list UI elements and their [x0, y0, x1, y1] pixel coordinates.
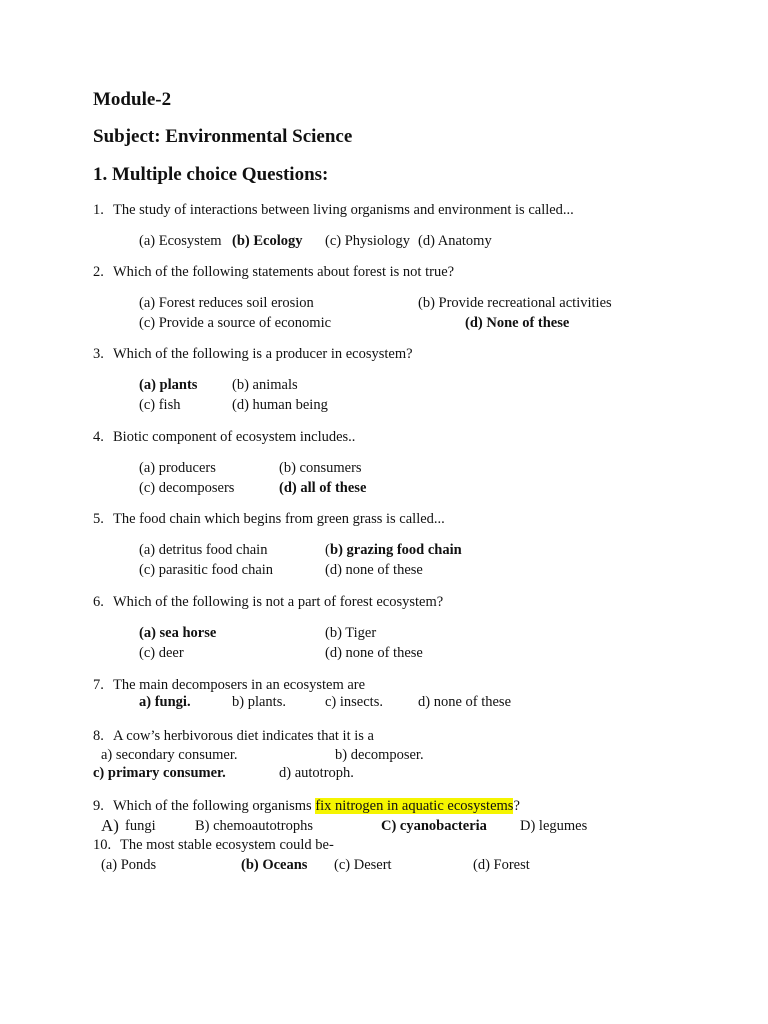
option: d) autotroph. — [279, 765, 354, 781]
option: (a) Forest reduces soil erosion — [139, 295, 314, 311]
option: (c) Physiology — [325, 233, 410, 249]
question-text: The most stable ecosystem could be- — [120, 837, 334, 853]
option-correct: (d) None of these — [465, 315, 570, 331]
question-text — [113, 798, 520, 815]
question-number: 5. — [93, 511, 104, 527]
option-correct: (a) plants — [139, 377, 198, 393]
question-number: 6. — [93, 594, 104, 610]
section-heading: 1. Multiple choice Questions: — [93, 164, 329, 185]
question-number: 4. — [93, 429, 104, 445]
option: (d) none of these — [325, 562, 423, 578]
option-paren: ( — [325, 542, 330, 558]
module-heading: Module-2 — [93, 89, 172, 110]
option-correct: (a) sea horse — [139, 625, 217, 641]
option: (b) animals — [232, 377, 298, 393]
option-correct: (d) all of these — [279, 480, 367, 496]
option: (d) human being — [232, 397, 328, 413]
question-number: 3. — [93, 346, 104, 362]
question-text-after: ? — [513, 798, 520, 814]
option: (a) detritus food chain — [139, 542, 268, 558]
option-correct: a) fungi. — [139, 694, 191, 710]
question-text: The food chain which begins from green grass is called... — [113, 511, 445, 527]
option: (c) decomposers — [139, 480, 235, 496]
option: (b) consumers — [279, 460, 362, 476]
question-number: 7. — [93, 677, 104, 693]
question-number: 9. — [93, 798, 104, 814]
option: a) secondary consumer. — [101, 747, 238, 763]
option: (d) Forest — [473, 857, 530, 873]
question-number: 10. — [93, 837, 112, 853]
highlighted-text: fix nitrogen in aquatic ecosystems — [315, 798, 514, 814]
question-text: Which of the following is a producer in ecosystem? — [113, 346, 413, 362]
option: b) plants. — [232, 694, 286, 710]
question-text: A cow’s herbivorous diet indicates that it is a — [113, 728, 374, 744]
option: c) insects. — [325, 694, 383, 710]
option: (d) none of these — [325, 645, 423, 661]
option: (c) deer — [139, 645, 184, 661]
question-text: The main decomposers in an ecosystem are — [113, 677, 366, 693]
question-number: 1. — [93, 202, 104, 218]
option: D) legumes — [520, 818, 588, 834]
option: b) decomposer. — [335, 747, 424, 763]
question-number: 2. — [93, 264, 104, 280]
question-text: Which of the following statements about forest is not true? — [113, 264, 455, 280]
question-text: Which of the following is not a part of forest ecosystem? — [113, 594, 444, 610]
option: B) chemoautotrophs — [195, 818, 313, 834]
option-correct: b) grazing food chain — [330, 542, 462, 558]
option-correct: (b) Ecology — [232, 233, 303, 249]
option-letter: A) — [101, 816, 119, 835]
option: (c) fish — [139, 397, 181, 413]
question-text-before: Which of the following organisms — [113, 798, 316, 814]
option: (a) Ecosystem — [139, 233, 222, 249]
option: d) none of these — [418, 694, 512, 710]
option: (c) parasitic food chain — [139, 562, 274, 578]
option: (c) Provide a source of economic — [139, 315, 332, 331]
subject-heading: Subject: Environmental Science — [93, 126, 353, 147]
option: (d) Anatomy — [418, 233, 492, 249]
question-number: 8. — [93, 728, 104, 744]
option-correct: (b) Oceans — [241, 857, 308, 873]
option: fungi — [125, 818, 156, 834]
option: (a) producers — [139, 460, 216, 476]
question-text: Biotic component of ecosystem includes.. — [113, 429, 356, 445]
option: (c) Desert — [334, 857, 392, 873]
option-correct: C) cyanobacteria — [381, 818, 487, 834]
option: (b) Tiger — [325, 625, 377, 641]
option: (b) Provide recreational activities — [418, 295, 612, 311]
option-correct: c) primary consumer. — [93, 765, 226, 781]
option: (a) Ponds — [101, 857, 157, 873]
question-text: The study of interactions between living organisms and environment is called... — [113, 202, 574, 218]
